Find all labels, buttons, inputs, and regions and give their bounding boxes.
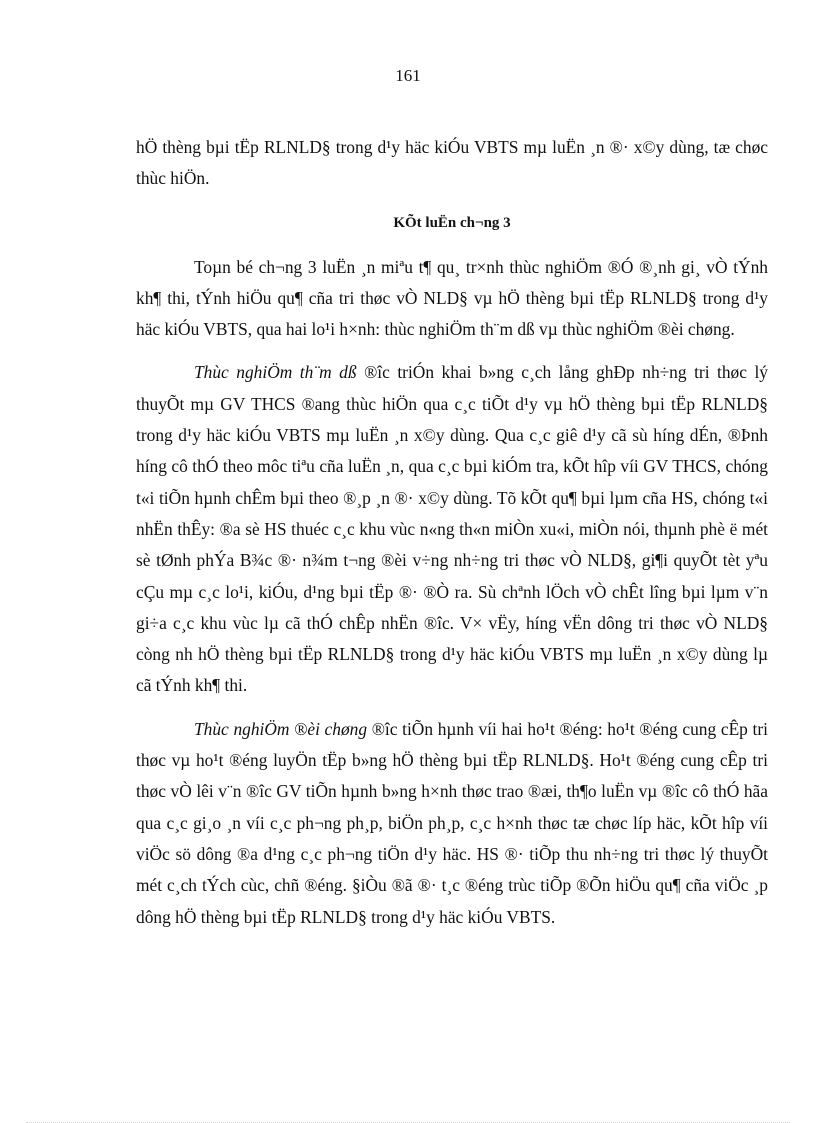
section-heading: KÕt luËn ch¬ng 3 (393, 214, 511, 231)
paragraph-exploratory-experiment (136, 357, 768, 701)
paragraph-summary: Toµn bé ch¬ng 3 luËn ¸n miªu t¶ qu¸ tr×nh thùc nghiÖm ®Ó ®¸nh gi¸ vÒ tÝnh kh¶ thi, tÝnh hiÖu qu¶ cña tri thøc vÒ NLD§ vµ hÖ thèng bµi tËp RLNLD§ trong d¹y häc kiÓu VBTS, qua hai lo¹i h×nh: thùc nghiÖm th¨m dß vµ thùc nghiÖm ®èi chøng. (136, 256, 768, 340)
page-number: 161 (395, 66, 421, 85)
intro-paragraph: hÖ thèng bµi tËp RLNLD§ trong d¹y häc kiÓu VBTS mµ luËn ¸n ®· x©y dùng, tæ chøc thùc hiÖn. (136, 137, 768, 189)
paragraph-control-experiment (136, 714, 768, 933)
exploratory-experiment-term: Thùc nghiÖm th¨m dß (194, 362, 357, 383)
control-experiment-term: Thùc nghiÖm ®èi chøng (194, 718, 368, 739)
page-body (136, 132, 768, 933)
exploratory-experiment-text: ®îc triÓn khai b»ng c¸ch lång ghÐp nh÷ng tri thøc lý thuyÕt mµ GV THCS ®ang thùc hiÖn qua c¸c tiÕt d¹y vµ hÖ thèng bµi tËp RLNLD§ trong d¹y häc kiÓu VBTS mµ luËn ¸n x©y dùng. Qua c¸c giê d¹y cã sù híng dÉn, ®Þnh híng cô thÓ theo môc tiªu cña luËn ¸n, qua c¸c bµi kiÓm tra, kÕt hîp víi GV THCS, chóng t«i tiÕn hµnh chÊm bµi theo ®¸p ¸n ®· x©y dùng. Tõ kÕt qu¶ bµi lµm cña HS, chóng t«i nhËn thÊy: ®a sè HS thuéc c¸c khu vùc n«ng th«n miÒn xu«i, miÒn nói, thµnh phè ë mét sè tØnh phÝa B¾c ®· n¾m t¬ng ®èi v÷ng nh÷ng tri thøc vÒ NLD§, gi¶i quyÕt tèt yªu cÇu mµ c¸c lo¹i, kiÓu, d¹ng bµi tËp ®· ®Ò ra. Sù chªnh lÖch vÒ chÊt lîng bµi lµm v¨n gi÷a c¸c khu vùc lµ cã thÓ chÊp nhËn ®îc. V× vËy, híng vËn dông tri thøc vÒ NLD§ còng nh hÖ thèng bµi tËp RLNLD§ trong d¹y häc kiÓu VBTS mµ luËn ¸n x©y dùng lµ cã tÝnh kh¶ thi. (136, 362, 768, 696)
control-experiment-text: ®îc tiÕn hµnh víi hai ho¹t ®éng: ho¹t ®éng cung cÊp tri thøc vµ ho¹t ®éng luyÖn tËp b»ng hÖ thèng bµi tËp RLNLD§. Ho¹t ®éng cung cÊp tri thøc vÒ lêi v¨n ®îc GV tiÕn hµnh b»ng h×nh thøc trao ®æi, th¶o luËn vµ ®îc cô thÓ hãa qua c¸c gi¸o ¸n víi c¸c ph¬ng ph¸p, biÖn ph¸p, c¸c h×nh thøc tæ chøc líp häc, kÕt hîp víi viÖc sö dông ®a d¹ng c¸c ph¬ng tiÖn d¹y häc. HS ®· tiÕp thu nh÷ng tri thøc lý thuyÕt mét c¸ch tÝch cùc, chñ ®éng. §iÒu ®ã ®· t¸c ®éng trùc tiÕp ®Õn hiÖu qu¶ cña viÖc ¸p dông hÖ thèng bµi tËp RLNLD§ trong d¹y häc kiÓu VBTS. (136, 718, 768, 927)
